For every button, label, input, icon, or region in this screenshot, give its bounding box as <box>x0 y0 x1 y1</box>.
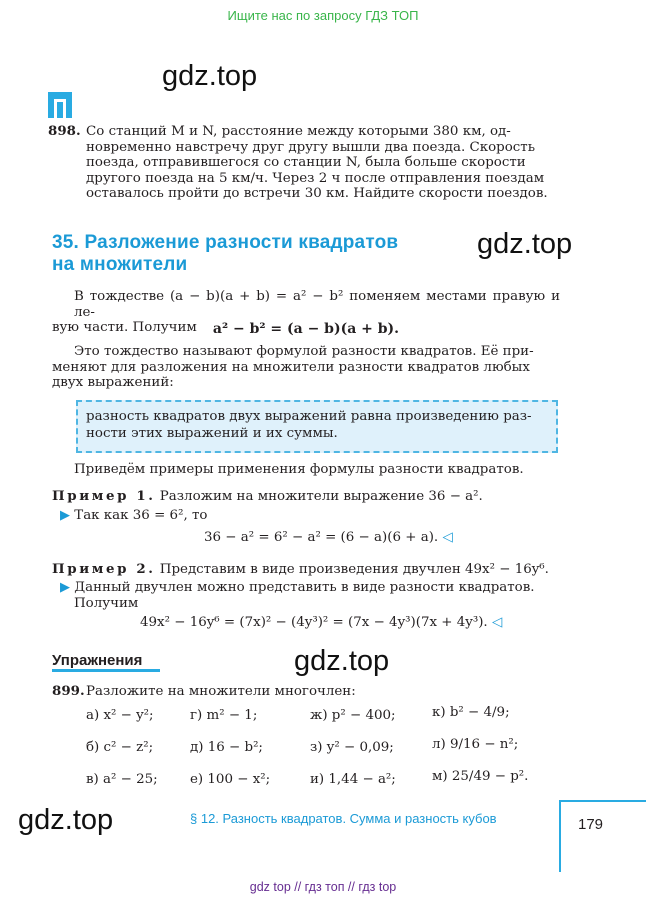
intro-paragraph: В тождестве (a − b)(a + b) = a² − b² поменяем местами правую и ле- вую части. Получим <box>52 289 560 336</box>
exercise-item: д) 16 − b²; <box>190 740 263 755</box>
examples-intro: Приведём примеры применения формулы разности квадратов. <box>74 462 524 477</box>
rule-text: разность квадратов двух выражений равна произведению раз- ности этих выражений и их суммы. <box>86 409 532 441</box>
chapter-footer: § 12. Разность квадратов. Сумма и разность кубов <box>190 811 497 826</box>
exercise-item: ж) p² − 400; <box>310 708 396 723</box>
solution-start-icon: ▶ <box>60 508 70 523</box>
example-1-label: Пример 1. <box>52 488 156 504</box>
bottom-links[interactable]: gdz top // гдз топ // гдз top <box>249 880 397 894</box>
exercise-item: г) m² − 1; <box>190 708 258 723</box>
exercise-item: в) a² − 25; <box>86 772 158 787</box>
example-2-label: Пример 2. <box>52 561 156 577</box>
main-formula: a² − b² = (a − b)(a + b). <box>212 321 400 337</box>
practice-marker-icon <box>48 92 72 118</box>
solution-end-icon: ◁ <box>442 530 453 545</box>
footer-rule <box>559 800 646 802</box>
exercise-item: з) y² − 0,09; <box>310 740 394 755</box>
exercises-heading: Упражнения <box>52 652 143 669</box>
watermark: gdz.top <box>294 645 390 677</box>
footer-rule <box>559 800 561 872</box>
formula-naming-paragraph: Это тождество называют формулой разности квадратов. Её при- меняют для разложения на множители разности квадратов любых двух выражений: <box>52 344 534 391</box>
example-2-solution: ▶ Данный двучлен можно представить в виде разности квадратов. Получим <box>60 580 535 611</box>
example-1-formula: 36 − a² = 6² − a² = (6 − a)(6 + a). ◁ <box>204 530 453 545</box>
section-title: 35. Разложение разности квадратов на множители <box>52 232 399 275</box>
example-1-statement: Пример 1. Разложим на множители выражение 36 − a². <box>52 488 483 504</box>
exercise-item: б) c² − z²; <box>86 740 154 755</box>
solution-end-icon: ◁ <box>491 615 503 630</box>
heading-underline <box>52 669 160 672</box>
page-number: 179 <box>578 816 604 833</box>
exercise-item: е) 100 − x²; <box>190 772 271 787</box>
task-898-number: 898. <box>48 123 81 139</box>
solution-start-icon: ▶ <box>60 580 70 595</box>
exercise-item: л) 9/16 − n²; <box>432 737 519 752</box>
example-2-formula: 49x² − 16y⁶ = (7x)² − (4y³)² = (7x − 4y³)(7x + 4y³). ◁ <box>140 615 503 630</box>
exercise-item: к) b² − 4/9; <box>432 705 510 720</box>
exercise-item: м) 25/49 − p². <box>432 769 529 784</box>
banner-link[interactable]: Ищите нас по запросу ГДЗ ТОП <box>227 8 419 23</box>
example-2-statement: Пример 2. Представим в виде произведения двучлен 49x² − 16y⁶. <box>52 561 549 577</box>
exercise-item: а) x² − y²; <box>86 708 154 723</box>
watermark: gdz.top <box>477 228 573 260</box>
exercise-item: и) 1,44 − a²; <box>310 772 396 787</box>
task-898-text: Со станций M и N, расстояние между которыми 380 км, од- новременно навстречу друг другу вышли два поезда. Скорость поезда, отправившегося со станции N, была больше скорости другого поезда на 5 км/ч. Через 2 ч после отправления поездам оставалось пройти до встречи 30 км. Найдите скорости поездов. <box>86 124 548 202</box>
watermark: gdz.top <box>162 60 258 92</box>
watermark: gdz.top <box>18 804 114 836</box>
task-899-number: 899. <box>52 683 85 699</box>
task-899-prompt: Разложите на множители многочлен: <box>86 684 356 699</box>
example-1-solution: ▶ Так как 36 = 6², то <box>60 508 208 523</box>
